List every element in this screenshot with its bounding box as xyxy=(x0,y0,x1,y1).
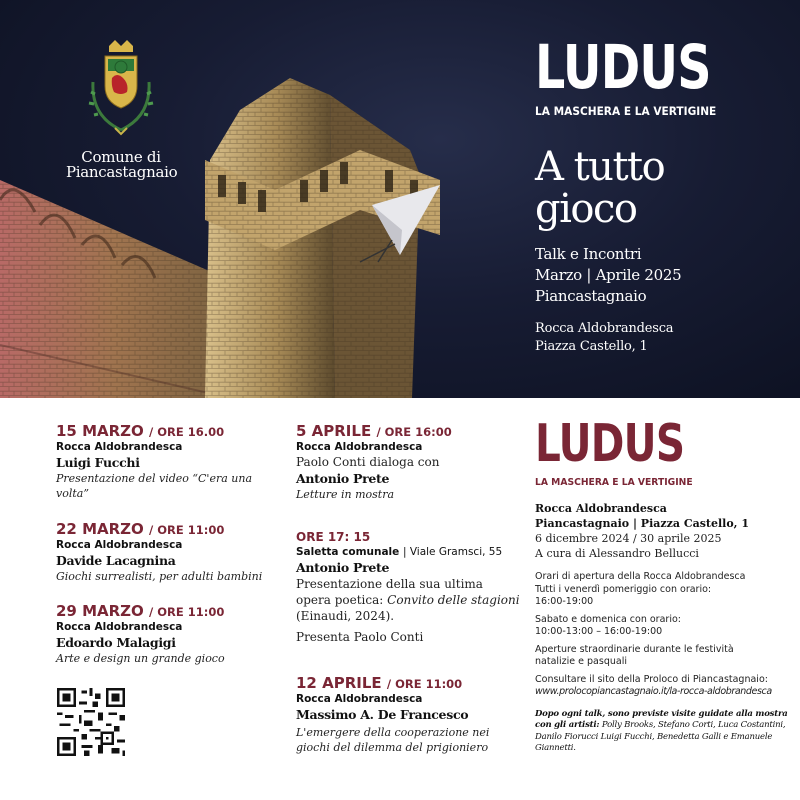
event-description: L'emergere della cooperazione nei giochi del dilemma del prigioniero xyxy=(296,726,490,754)
qr-code[interactable] xyxy=(57,688,125,756)
site-link[interactable]: www.prolocopiancastagnaio.it/la-rocca-aldobrandesca xyxy=(535,686,772,697)
venue-info xyxy=(535,320,785,356)
info-brand-title: LUDUS xyxy=(535,414,685,474)
info-venue: Rocca Aldobrandesca xyxy=(535,502,667,515)
event-description: Arte e design un grande gioco xyxy=(56,652,225,665)
event-29-marzo xyxy=(56,602,281,666)
event-date: 15 MARZO / ORE 16.00 xyxy=(56,422,225,440)
talk-info xyxy=(535,244,785,307)
info-venue-town: Piancastagnaio | Piazza Castello, 1 xyxy=(535,517,749,530)
event-place: Rocca Aldobrandesca xyxy=(296,441,423,453)
event-5-aprile-pomeriggio xyxy=(296,528,521,645)
comune-logo xyxy=(66,38,176,180)
event-speaker: Davide Lacagnina xyxy=(56,553,176,568)
event-15-marzo xyxy=(56,422,281,501)
event-speaker: Antonio Prete xyxy=(296,560,390,575)
event-speaker: Massimo A. De Francesco xyxy=(296,707,469,722)
event-presenter: Presenta Paolo Conti xyxy=(296,630,424,644)
event-place: Rocca Aldobrandesca xyxy=(296,693,423,705)
event-speaker: Antonio Prete xyxy=(296,471,390,486)
talk-town: Piancastagnaio xyxy=(535,287,647,305)
event-description: Presentazione del video “C'era una volta” xyxy=(56,472,252,500)
hours-weekend: Sabato e domenica con orario: xyxy=(535,613,681,625)
venue-name: Rocca Aldobrandesca xyxy=(535,321,674,336)
site-label: Consultare il sito della Proloco di Piancastagnaio: xyxy=(535,673,768,685)
hours-title: Orari di apertura della Rocca Aldobrandesca xyxy=(535,571,746,582)
brand-title: LUDUS xyxy=(535,32,711,103)
opening-hours xyxy=(535,571,795,699)
talk-period: Marzo | Aprile 2025 xyxy=(535,266,682,284)
event-22-marzo xyxy=(56,520,281,584)
hours-friday-time: 16:00-19:00 xyxy=(535,596,594,607)
coat-of-arms-icon xyxy=(81,38,161,150)
event-place: Rocca Aldobrandesca xyxy=(56,441,183,453)
event-speaker: Edoardo Malagigi xyxy=(56,635,176,650)
talk-label: Talk e Incontri xyxy=(535,245,642,263)
event-description: Giochi surrealisti, per adulti bambini xyxy=(56,570,263,583)
logo-line2: Piancastagnaio xyxy=(66,163,178,181)
event-date: 12 APRILE / ORE 11:00 xyxy=(296,674,463,692)
event-description: Presentazione della sua ultima opera poetica: Convito delle stagioni (Einaudi, 2024). xyxy=(296,577,520,623)
event-place: Rocca Aldobrandesca xyxy=(56,539,183,551)
event-place: Rocca Aldobrandesca xyxy=(56,621,183,633)
event-title-line1: A tutto xyxy=(535,144,665,190)
hero-text-block xyxy=(535,32,785,356)
event-date: 29 MARZO / ORE 11:00 xyxy=(56,602,225,620)
hours-friday: Tutti i venerdì pomeriggio con orario: xyxy=(535,583,712,595)
event-12-aprile xyxy=(296,674,521,755)
hours-holiday-2: natalizie e pasquali xyxy=(535,656,627,667)
hero-banner xyxy=(0,0,800,398)
guided-tours-note: Dopo ogni talk, sono previste visite guidate alla mostra con gli artisti: Polly Brooks, Stefano Corti, Luca Costantini, Danilo Fiorucci Luigi Fucchi, Benedetta Galli e Emanuele Giannetti. xyxy=(535,708,788,753)
event-place: Saletta comunale | Viale Gramsci, 55 xyxy=(296,546,503,558)
venue-address: Piazza Castello, 1 xyxy=(535,339,648,354)
hours-holiday: Aperture straordinarie durante le festività xyxy=(535,643,734,655)
hours-weekend-time: 10:00-13:00 – 16:00-19:00 xyxy=(535,626,663,637)
event-time: ORE 17: 15 xyxy=(296,530,371,544)
event-date: 5 APRILE / ORE 16:00 xyxy=(296,422,452,440)
info-curator: A cura di Alessandro Bellucci xyxy=(535,547,699,560)
logo-line1: Comune di xyxy=(81,148,161,166)
event-5-aprile xyxy=(296,422,521,502)
info-brand-subtitle: LA MASCHERA E LA VERTIGINE xyxy=(535,477,693,488)
info-dates: 6 dicembre 2024 / 30 aprile 2025 xyxy=(535,532,722,545)
event-description: Letture in mostra xyxy=(296,488,395,501)
exhibition-info xyxy=(535,414,795,755)
event-speaker: Luigi Fucchi xyxy=(56,455,140,470)
event-intro: Paolo Conti dialoga con xyxy=(296,455,440,469)
event-title xyxy=(535,146,785,230)
brand-subtitle: LA MASCHERA E LA VERTIGINE xyxy=(535,104,717,118)
exhibition-details xyxy=(535,501,795,561)
event-date: 22 MARZO / ORE 11:00 xyxy=(56,520,225,538)
event-title-line2: gioco xyxy=(535,186,637,232)
